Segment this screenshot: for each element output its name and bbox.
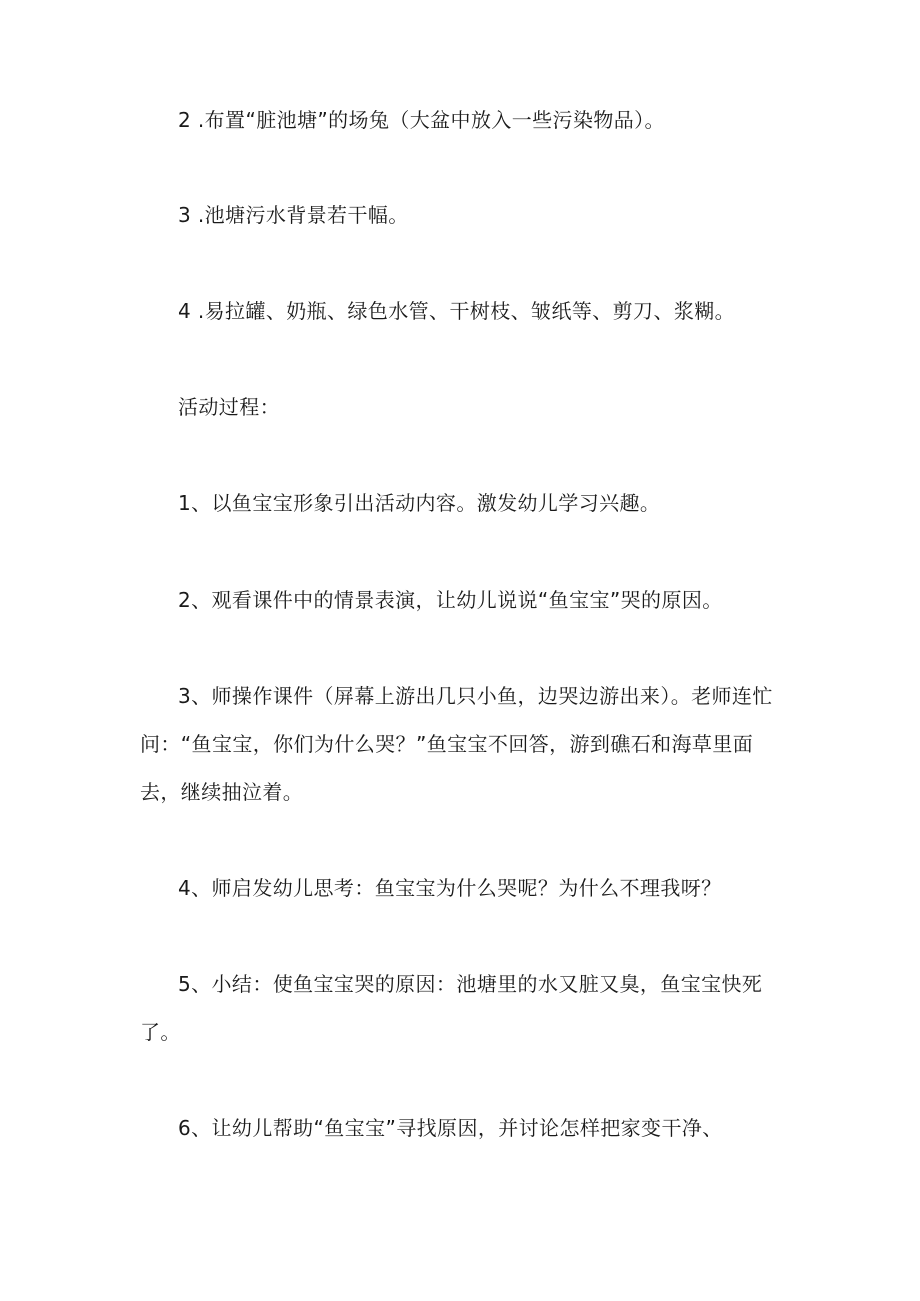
paragraph-step-1: 1、以鱼宝宝形象引出活动内容。激发幼儿学习兴趣。: [178, 491, 661, 515]
paragraph-step-6: 6、让幼儿帮助“鱼宝宝”寻找原因，并讨论怎样把家变干净、: [178, 1116, 723, 1140]
paragraph-step-2: 2、观看课件中的情景表演，让幼儿说说“鱼宝宝”哭的原因。: [178, 588, 723, 612]
paragraph-material-4: 4 .易拉罐、奶瓶、绿色水管、干树枝、皱纸等、剪刀、浆糊。: [178, 299, 736, 323]
paragraph-step-3: 3、师操作课件（屏幕上游出几只小鱼，边哭边游出来）。老师连忙问：“鱼宝宝，你们为什么哭？”鱼宝宝不回答，游到礁石和海草里面去，继续抽泣着。: [140, 684, 773, 804]
paragraph-material-3: 3 .池塘污水背景若干幅。: [178, 203, 409, 227]
paragraph-step-4: 4、师启发幼儿思考：鱼宝宝为什么哭呢？为什么不理我呀？: [178, 876, 722, 900]
paragraph-step-5: 5、小结：使鱼宝宝哭的原因：池塘里的水又脏又臭，鱼宝宝快死了。: [140, 972, 763, 1044]
paragraph-material-2: 2 .布置“脏池塘”的场兔（大盆中放入一些污染物品）。: [178, 108, 665, 132]
section-heading-activity-process: 活动过程：: [178, 395, 280, 419]
